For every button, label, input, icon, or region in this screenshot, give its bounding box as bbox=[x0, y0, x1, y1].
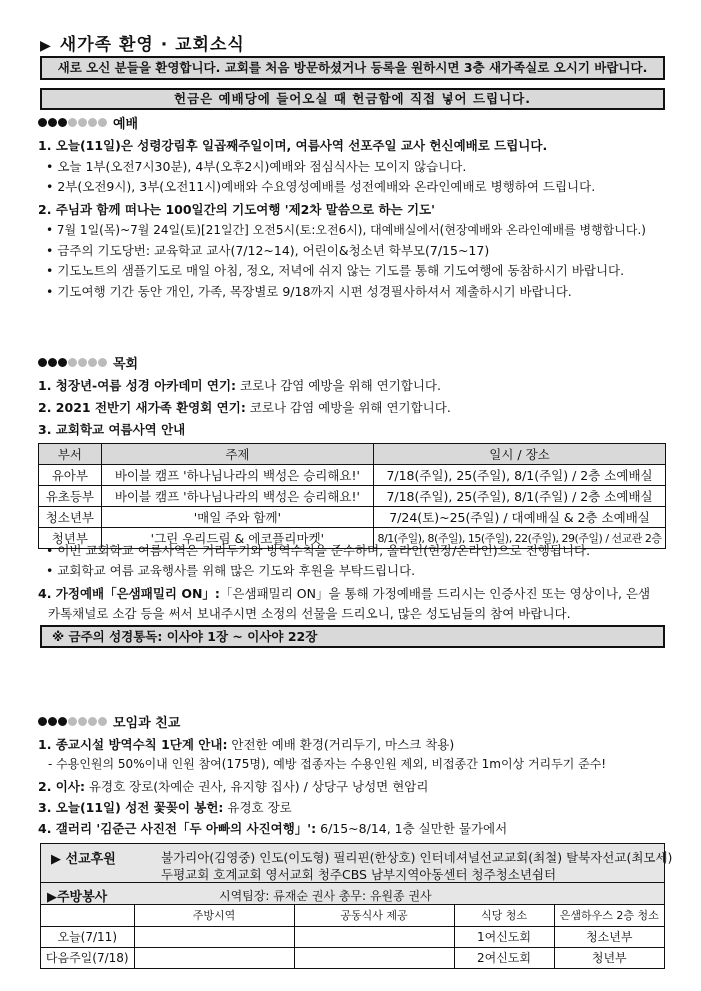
mission-sponsor-label: ▶ 선교후원 bbox=[51, 852, 116, 867]
kitchen-service-box bbox=[40, 882, 665, 969]
table-cell: 2여신도회 bbox=[454, 947, 554, 968]
worship-item-1-bullet-1: • 오늘 1부(오전7시30분), 4부(오후2시)예배와 점심식사는 모이지 않습니다. bbox=[46, 159, 467, 174]
mission-sponsor-line-2: 두평교회 호계교회 영서교회 청주CBS 남부지역아동센터 청주청소년쉼터 bbox=[161, 867, 557, 882]
table-header-cell: 일시 / 장소 bbox=[374, 444, 666, 465]
page-title-text: 새가족 환영 · 교회소식 bbox=[59, 35, 245, 55]
triangle-marker-icon: ▶ bbox=[40, 38, 52, 54]
dots-icon bbox=[38, 358, 107, 367]
worship-item-1-bullet-2: • 2부(오전9시), 3부(오전11시)예배와 수요영성예배를 성전예배와 온라인예배로 병행하여 드립니다. bbox=[46, 179, 596, 194]
section-worship-title: 예배 bbox=[113, 117, 139, 132]
page-title bbox=[40, 30, 245, 55]
table-cell: 8/1(주일), 8(주일), 15(주일), 22(주일), 29(주일) / 선교관 2층 bbox=[374, 528, 666, 549]
table-row bbox=[39, 507, 666, 528]
table-cell: 7/18(주일), 25(주일), 8/1(주일) / 2층 소예배실 bbox=[374, 486, 666, 507]
section-fellowship-title: 모임과 친교 bbox=[113, 716, 181, 731]
kitchen-service-label: ▶주방봉사 bbox=[47, 890, 108, 905]
table-cell: 유초등부 bbox=[39, 486, 102, 507]
table-cell: 청년부 bbox=[554, 947, 664, 968]
table-cell bbox=[294, 947, 454, 968]
table-row bbox=[39, 465, 666, 486]
ministry-item-4: 4. 가정예배「은샘패밀리 ON」:「은샘패밀리 ON」을 통해 가정예배를 드리시는 인증사진 또는 영상이나, 은샘 bbox=[38, 586, 651, 601]
table-header-row bbox=[39, 444, 666, 465]
table-cell bbox=[294, 926, 454, 947]
ministry-item-2: 2. 2021 전반기 새가족 환영회 연기: 코로나 감염 예방을 위해 연기합니다. bbox=[38, 400, 451, 415]
table-header-cell: 부서 bbox=[39, 444, 102, 465]
worship-item-1: 1. 오늘(11일)은 성령강림후 일곱째주일이며, 여름사역 선포주일 교사 헌신예배로 드립니다. bbox=[38, 138, 548, 153]
table-cell: 바이블 캠프 '하나님나라의 백성은 승리해요!' bbox=[101, 465, 373, 486]
table-header-cell: 주방시역 bbox=[134, 905, 294, 926]
section-worship-heading bbox=[38, 113, 138, 132]
table-row bbox=[39, 486, 666, 507]
mission-sponsor-box bbox=[40, 843, 673, 883]
mission-sponsor-line-1: 불가리아(김영중) 인도(이도형) 필리핀(한상호) 인터네셔널선교교회(최철) 탈북자선교(최모세) bbox=[161, 850, 673, 865]
table-cell: 청년부 bbox=[39, 528, 102, 549]
table-header-cell: 식당 청소 bbox=[454, 905, 554, 926]
table-cell bbox=[134, 926, 294, 947]
kitchen-service-info: 시역팀장: 류재순 권사 총무: 유원종 권사 bbox=[219, 889, 432, 903]
dots-icon bbox=[38, 717, 107, 726]
section-ministry-title: 목회 bbox=[113, 357, 139, 372]
fellowship-item-1-sub: - 수용인원의 50%이내 인원 참여(175명), 예방 접종자는 수용인원 제외, 비접종간 1m이상 거리두기 준수! bbox=[48, 757, 607, 771]
table-cell: 다음주일(7/18) bbox=[41, 947, 134, 968]
worship-item-2-bullet-4: • 기도여행 기간 동안 개인, 가족, 목장별로 9/18까지 시편 성경필사하셔서 제출하시기 바랍니다. bbox=[46, 284, 572, 299]
fellowship-item-2: 2. 이사: 유경호 장로(차예순 권사, 유지향 집사) / 상당구 낭성면 현암리 bbox=[38, 779, 429, 794]
table-header-cell bbox=[41, 905, 134, 926]
table-cell bbox=[134, 947, 294, 968]
table-cell: 오늘(7/11) bbox=[41, 926, 134, 947]
ministry-item-3-bullet-1: • 이번 교회학교 여름사역은 거리두기와 방역수칙을 준수하며, 올라인(현장/온라인)으로 진행됩니다. bbox=[46, 543, 591, 558]
offering-notice: 헌금은 예배당에 들어오실 때 헌금함에 직접 넣어 드립니다. bbox=[40, 88, 665, 110]
ministry-item-4-cont: 카톡채널로 소감 등을 써서 보내주시면 소정의 선물을 드리오니, 많은 성도님들의 참여 바랍니다. bbox=[48, 606, 571, 621]
section-ministry-heading bbox=[38, 353, 138, 372]
table-header-cell: 공동식사 제공 bbox=[294, 905, 454, 926]
summer-ministry-table bbox=[38, 443, 666, 549]
table-cell: 바이블 캠프 '하나님나라의 백성은 승리해요!' bbox=[101, 486, 373, 507]
kitchen-service-header bbox=[41, 883, 664, 905]
worship-item-2-bullet-3: • 기도노트의 샘플기도로 매일 아침, 정오, 저녁에 쉬지 않는 기도를 통해 기도여행에 동참하시기 바랍니다. bbox=[46, 263, 625, 278]
table-cell: 청소년부 bbox=[39, 507, 102, 528]
table-row bbox=[41, 926, 664, 947]
fellowship-item-1: 1. 종교시설 방역수칙 1단계 안내: 안전한 예배 환경(거리두기, 마스크 착용) bbox=[38, 737, 455, 752]
bible-reading-notice: ※ 금주의 성경통독: 이사야 1장 ~ 이사야 22장 bbox=[40, 625, 665, 648]
table-cell: '그린 우리드림 & 에코플리마켓' bbox=[101, 528, 373, 549]
fellowship-item-3: 3. 오늘(11일) 성전 꽃꽂이 봉헌: 유경호 장로 bbox=[38, 800, 292, 815]
table-header-row bbox=[41, 905, 664, 926]
fellowship-item-4: 4. 갤러리 '김준근 사진전「두 아빠의 사진여행」': 6/15~8/14, 1층 실만한 물가에서 bbox=[38, 821, 508, 836]
table-header-cell: 은샘하우스 2층 청소 bbox=[554, 905, 664, 926]
welcome-notice: 새로 오신 분들을 환영합니다. 교회를 처음 방문하셨거나 등록을 원하시면 3층 새가족실로 오시기 바랍니다. bbox=[40, 56, 665, 80]
table-cell: 유아부 bbox=[39, 465, 102, 486]
table-row bbox=[41, 947, 664, 968]
table-cell: 7/18(주일), 25(주일), 8/1(주일) / 2층 소예배실 bbox=[374, 465, 666, 486]
table-cell: 7/24(토)~25(주일) / 대예배실 & 2층 소예배실 bbox=[374, 507, 666, 528]
worship-item-2: 2. 주님과 함께 떠나는 100일간의 기도여행 '제2차 말씀으로 하는 기도' bbox=[38, 202, 435, 217]
table-header-cell: 주제 bbox=[101, 444, 373, 465]
table-cell: 청소년부 bbox=[554, 926, 664, 947]
ministry-item-1: 1. 청장년-여름 성경 아카데미 연기: 코로나 감염 예방을 위해 연기합니다. bbox=[38, 378, 441, 393]
table-cell: '매일 주와 함께' bbox=[101, 507, 373, 528]
section-fellowship-heading bbox=[38, 712, 180, 731]
worship-item-2-bullet-1: • 7월 1일(목)~7월 24일(토)[21일간] 오전5시(토:오전6시), 대예배실에서(현장예배와 온라인예배를 병행합니다.) bbox=[46, 223, 646, 237]
worship-item-2-bullet-2: • 금주의 기도당번: 교육학교 교사(7/12~14), 어린이&청소년 학부모(7/15~17) bbox=[46, 243, 490, 258]
ministry-item-3-bullet-2: • 교회학교 여름 교육행사를 위해 많은 기도와 후원을 부탁드립니다. bbox=[46, 563, 416, 578]
kitchen-duty-table bbox=[41, 905, 664, 968]
ministry-item-3: 3. 교회학교 여름사역 안내 bbox=[38, 422, 186, 437]
table-cell: 1여신도회 bbox=[454, 926, 554, 947]
dots-icon bbox=[38, 118, 107, 127]
